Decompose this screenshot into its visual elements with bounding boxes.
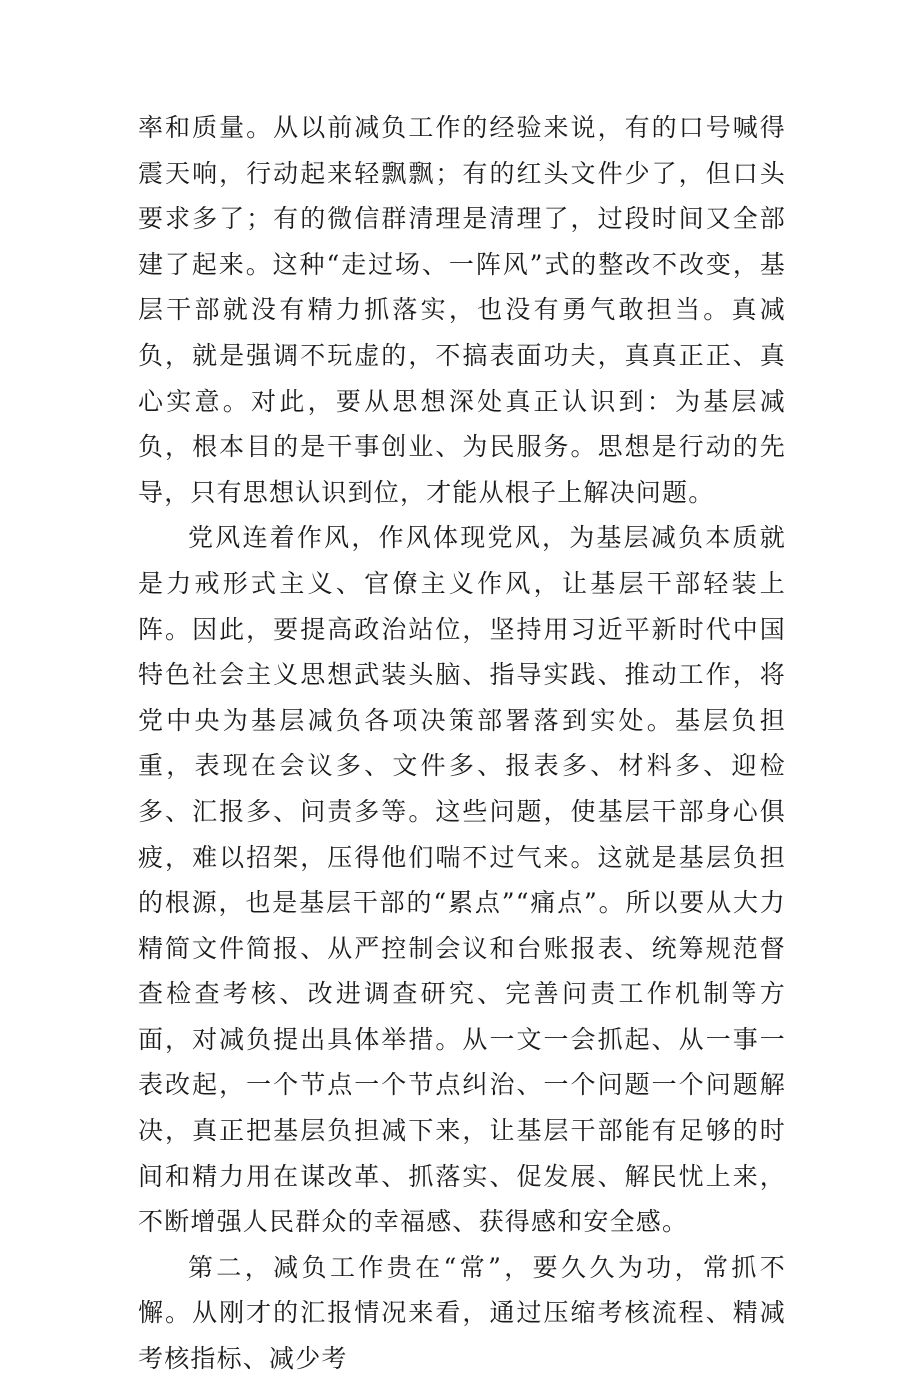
paragraph: 党风连着作风，作风体现党风，为基层减负本质就是力戒形式主义、官僚主义作风，让基层干部轻装上阵。因此，要提高政治站位，坚持用习近平新时代中国特色社会主义思想武装头脑、指导实践、推动工作，将党中央为基层减负各项决策部署落到实处。基层负担重，表现在会议多、文件多、报表多、材料多、迎检多、汇报多、问责多等。这些问题，使基层干部身心俱疲，难以招架，压得他们喘不过气来。这就是基层负担的根源，也是基层干部的“累点”“痛点”。所以要从大力精简文件简报、从严控制会议和台账报表、统筹规范督查检查考核、改进调查研究、完善问责工作机制等方面，对减负提出具体举措。从一文一会抓起、从一事一表改起，一个节点一个节点纠治、一个问题一个问题解决，真正把基层负担减下来，让基层干部能有足够的时间和精力用在谋改革、抓落实、促发展、解民忧上来，不断增强人民群众的幸福感、获得感和安全感。: [138, 523, 786, 1237]
body-text: [138, 105, 786, 1382]
paragraph: 第二，减负工作贵在“常”，要久久为功，常抓不懈。从刚才的汇报情况来看，通过压缩考核流程、精减考核指标、减少考: [138, 1252, 786, 1374]
paragraph-continued: 率和质量。从以前减负工作的经验来说，有的口号喊得震天响，行动起来轻飘飘；有的红头文件少了，但口头要求多了；有的微信群清理是清理了，过段时间又全部建了起来。这种“走过场、一阵风”式的整改不改变，基层干部就没有精力抓落实，也没有勇气敢担当。真减负，就是强调不玩虚的，不搞表面功夫，真真正正、真心实意。对此，要从思想深处真正认识到：为基层减负，根本目的是干事创业、为民服务。思想是行动的先导，只有思想认识到位，才能从根子上解决问题。: [138, 113, 786, 507]
